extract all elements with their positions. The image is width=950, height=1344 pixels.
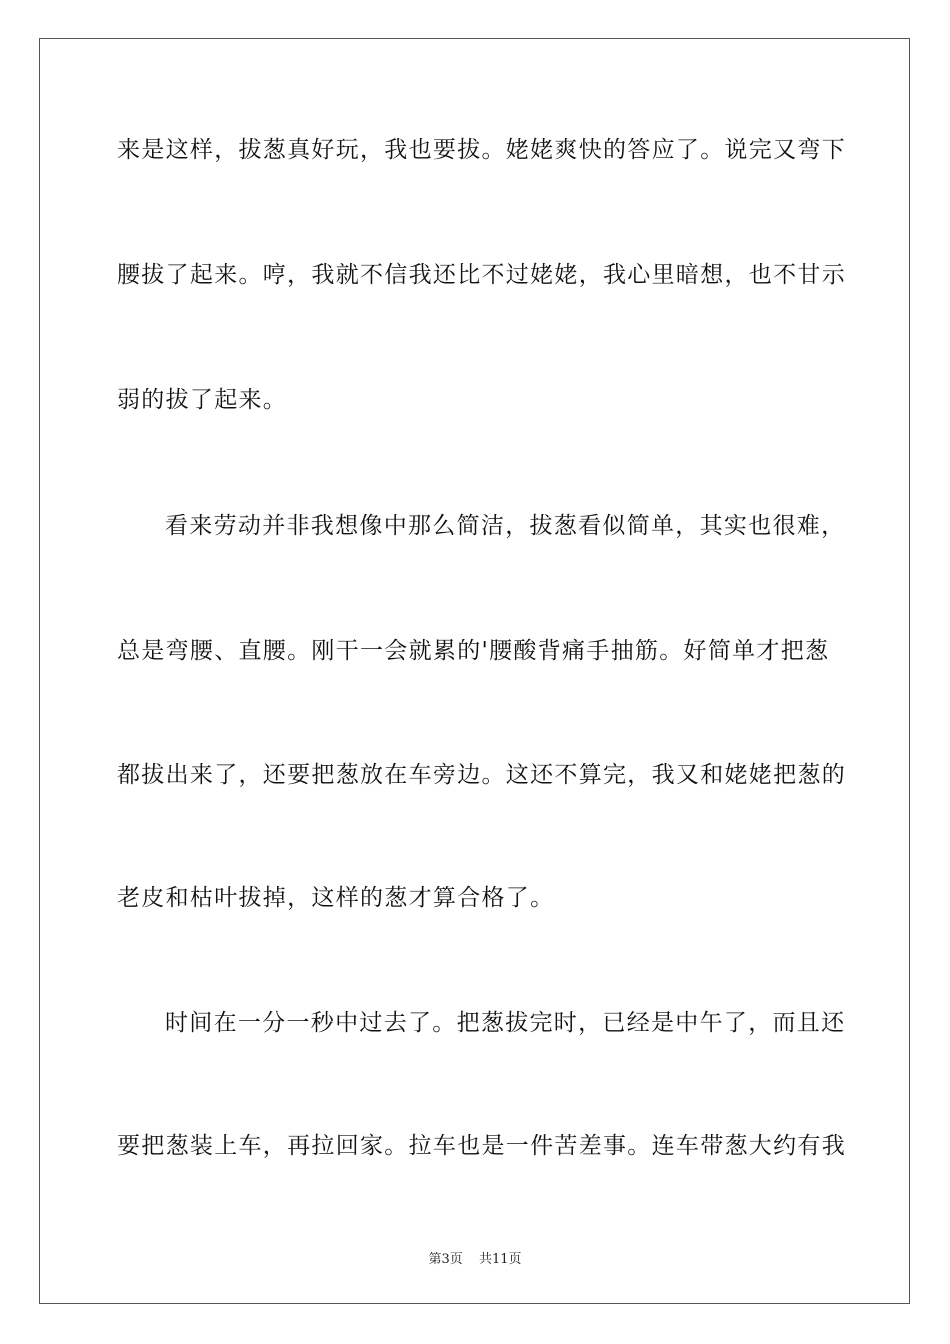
paragraph-start-line: 时间在一分一秒中过去了。把葱拔完时，已经是中午了，而且还 [165,1010,846,1036]
paragraph-start-line: 看来劳动并非我想像中那么简洁，拔葱看似简单，其实也很难， [165,513,846,539]
text-line: 老皮和枯叶拔掉，这样的葱才算合格了。 [117,885,555,911]
text-line: 要把葱装上车，再拉回家。拉车也是一件苦差事。连车带葱大约有我 [117,1133,846,1159]
text-line: 腰拔了起来。哼，我就不信我还比不过姥姥，我心里暗想，也不甘示 [117,262,846,288]
text-line: 来是这样，拔葱真好玩，我也要拔。姥姥爽快的答应了。说完又弯下 [117,137,846,163]
page-total: 共11页 [478,1252,522,1267]
text-line: 都拔出来了，还要把葱放在车旁边。这还不算完，我又和姥姥把葱的 [117,762,846,788]
page-number: 第3页 [428,1252,463,1267]
text-line: 弱的拔了起来。 [117,387,288,413]
text-line: 总是弯腰、直腰。刚干一会就累的'腰酸背痛手抽筋。好简单才把葱 [117,638,830,664]
page-footer [0,1248,950,1267]
page-border [39,38,910,1304]
